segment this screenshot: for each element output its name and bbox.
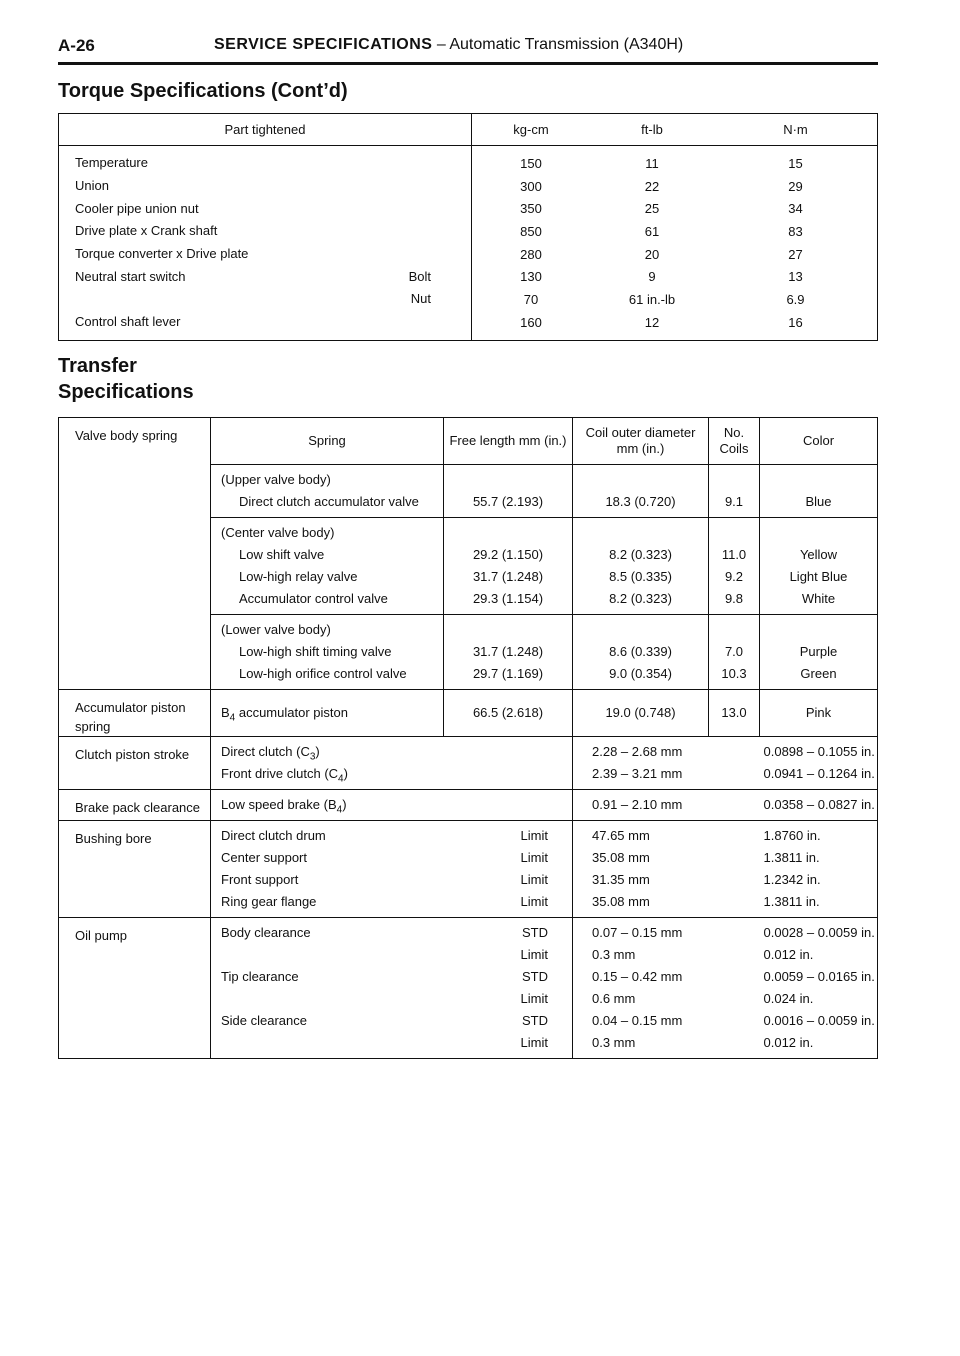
brake-pack-row xyxy=(59,790,878,821)
torque-part: Temperature xyxy=(75,155,148,171)
accumulator-coil-od: 19.0 (0.748) xyxy=(605,705,676,720)
col-part: Part tightened xyxy=(59,114,472,146)
spec-mm: 0.15 – 0.42 mm xyxy=(592,969,683,984)
accumulator-coils: 13.0 xyxy=(721,705,747,720)
spring-free-length: 29.2 (1.150) xyxy=(472,547,544,562)
torque-part-wrap xyxy=(59,246,471,262)
spacer xyxy=(444,469,572,491)
torque-part-cell xyxy=(59,220,472,243)
color-values xyxy=(760,518,878,615)
spec-label-line xyxy=(211,763,572,785)
coil-count-values xyxy=(709,465,760,518)
spec-label-line xyxy=(211,1032,572,1054)
spring-free-length: 29.7 (1.169) xyxy=(472,666,544,681)
spring-coil-od: 8.2 (0.323) xyxy=(609,547,672,562)
torque-part-cell xyxy=(59,288,472,311)
spec-mm: 2.39 – 3.21 mm xyxy=(592,766,683,781)
spring-group-heading: (Upper valve body) xyxy=(221,472,331,487)
col-ftlb: ft-lb xyxy=(590,114,714,146)
spec-inch-values xyxy=(760,790,878,821)
spec-mm: 2.28 – 2.68 mm xyxy=(592,744,683,759)
spring-color: Light Blue xyxy=(789,569,848,584)
torque-ftlb: 61 in.-lb xyxy=(628,291,676,307)
spec-label-line xyxy=(211,825,572,847)
spacer xyxy=(573,619,708,641)
spacer xyxy=(573,522,708,544)
spring-coils: 11.0 xyxy=(721,547,747,562)
spec-labels xyxy=(211,918,573,1059)
spring-group-heading: (Center valve body) xyxy=(221,525,335,540)
torque-nm: 29 xyxy=(788,178,803,194)
spec-inch: 1.8760 in. xyxy=(763,828,821,843)
torque-part-cell xyxy=(59,243,472,266)
col-coils: No. Coils xyxy=(709,418,760,465)
spec-label-line xyxy=(211,966,572,988)
spring-color: Yellow xyxy=(799,547,838,562)
spring-free-length: 31.7 (1.248) xyxy=(472,644,544,659)
torque-part: Drive plate x Crank shaft xyxy=(75,223,218,239)
torque-part-cell xyxy=(59,146,472,175)
col-nm: N·m xyxy=(714,114,878,146)
free-length-values xyxy=(444,465,573,518)
torque-part-wrap xyxy=(59,223,471,239)
torque-header-row xyxy=(59,114,878,146)
spec-label-line xyxy=(211,869,572,891)
spec-label-line xyxy=(211,741,572,763)
torque-ftlb: 11 xyxy=(645,155,659,171)
spring-names xyxy=(211,465,444,518)
spec-mm: 0.04 – 0.15 mm xyxy=(592,1013,683,1028)
torque-row xyxy=(59,146,878,175)
spacer xyxy=(444,522,572,544)
spring-coil-od: 8.5 (0.335) xyxy=(609,569,672,584)
spec-label: Direct clutch drum xyxy=(221,828,326,843)
coil-od-values xyxy=(573,518,709,615)
spring-coils: 9.8 xyxy=(724,591,744,606)
transfer-title xyxy=(58,353,194,405)
torque-row xyxy=(59,197,878,220)
spec-label-line xyxy=(211,1010,572,1032)
section-title-bold: SERVICE SPECIFICATIONS xyxy=(214,36,433,53)
torque-part-wrap xyxy=(59,155,471,171)
accumulator-row xyxy=(59,690,878,737)
spec-label-line xyxy=(211,847,572,869)
torque-part-wrap xyxy=(59,178,471,194)
torque-part-wrap xyxy=(59,291,471,307)
torque-part: Torque converter x Drive plate xyxy=(75,246,249,262)
torque-nm: 6.9 xyxy=(786,291,805,307)
spec-labels xyxy=(211,821,573,918)
col-spring: Spring xyxy=(211,418,444,465)
spec-mm: 0.3 mm xyxy=(592,947,636,962)
torque-nm: 83 xyxy=(788,223,803,239)
color-values xyxy=(760,615,878,690)
spring-free-length: 31.7 (1.248) xyxy=(472,569,544,584)
torque-row xyxy=(59,311,878,340)
torque-kgcm: 850 xyxy=(520,223,542,239)
spring-name: Low-high shift timing valve xyxy=(239,644,392,659)
spec-label: Body clearance xyxy=(221,925,311,940)
spec-condition: Limit xyxy=(520,872,548,887)
torque-ftlb: 61 xyxy=(644,223,660,239)
spacer xyxy=(709,522,759,544)
coil-count-values xyxy=(709,615,760,690)
clutch-piston-row xyxy=(59,737,878,790)
spec-label: Tip clearance xyxy=(221,969,299,984)
torque-nm: 34 xyxy=(788,201,803,217)
spec-mm: 0.6 mm xyxy=(592,991,636,1006)
spec-condition: Limit xyxy=(520,850,548,865)
spring-coils: 7.0 xyxy=(724,644,744,659)
spacer xyxy=(760,522,877,544)
accumulator-color: Pink xyxy=(805,705,832,720)
spring-name: Low-high relay valve xyxy=(239,569,358,584)
col-color: Color xyxy=(760,418,878,465)
torque-kgcm: 70 xyxy=(523,291,539,307)
spec-inch: 0.024 in. xyxy=(763,991,814,1006)
spec-label-line xyxy=(211,922,572,944)
torque-kgcm: 350 xyxy=(520,201,542,217)
spec-mm: 0.07 – 0.15 mm xyxy=(592,925,683,940)
torque-part-cell xyxy=(59,197,472,220)
spec-inch: 1.3811 in. xyxy=(763,894,820,909)
spring-name: Accumulator control valve xyxy=(239,591,388,606)
spec-mm-values xyxy=(573,821,760,918)
accumulator-label: Accumulator piston spring xyxy=(59,690,211,737)
accumulator-name: $B_4$ accumulator piston xyxy=(221,705,348,724)
spec-inch-values xyxy=(760,918,878,1059)
oil-pump-label: Oil pump xyxy=(59,918,211,1059)
torque-row xyxy=(59,175,878,198)
spec-label-line xyxy=(211,944,572,966)
bushing-bore-label: Bushing bore xyxy=(59,821,211,918)
spec-condition: Limit xyxy=(520,828,548,843)
spring-color: Blue xyxy=(805,494,832,509)
torque-part-cell xyxy=(59,175,472,198)
torque-ftlb: 12 xyxy=(644,314,660,330)
spring-coils: 10.3 xyxy=(721,666,747,681)
spec-inch: 1.2342 in. xyxy=(763,872,821,887)
spec-mm: 35.08 mm xyxy=(592,850,650,865)
spacer xyxy=(760,469,877,491)
spec-inch: 0.0059 – 0.0165 in. xyxy=(763,969,875,984)
spec-label-line xyxy=(211,988,572,1010)
spec-inch: 0.0898 – 0.1055 in. xyxy=(763,744,875,759)
col-coil-od: Coil outer diameter mm (in.) xyxy=(573,418,709,465)
spec-inch: 0.012 in. xyxy=(763,1035,814,1050)
brake-pack-label: Brake pack clearance xyxy=(59,790,211,821)
spring-header-row xyxy=(59,418,878,465)
spec-inch-values xyxy=(760,821,878,918)
torque-row xyxy=(59,220,878,243)
torque-nm: 27 xyxy=(788,246,803,262)
spec-mm-values xyxy=(573,790,760,821)
spec-label: Center support xyxy=(221,850,307,865)
torque-table xyxy=(58,113,878,341)
spec-inch: 0.012 in. xyxy=(763,947,814,962)
spec-inch: 1.3811 in. xyxy=(763,850,820,865)
transfer-title-line1: Transfer xyxy=(58,355,137,377)
spring-names xyxy=(211,518,444,615)
spec-mm: 35.08 mm xyxy=(592,894,650,909)
spec-mm: 31.35 mm xyxy=(592,872,650,887)
torque-kgcm: 300 xyxy=(520,178,542,194)
free-length-values xyxy=(444,615,573,690)
torque-kgcm: 150 xyxy=(520,155,542,171)
spacer xyxy=(444,619,572,641)
torque-nm: 15 xyxy=(788,155,803,171)
torque-kgcm: 130 xyxy=(520,269,542,285)
torque-part-sub: Nut xyxy=(410,291,431,307)
spec-condition: Limit xyxy=(520,1035,548,1050)
torque-ftlb: 20 xyxy=(644,246,660,262)
spacer xyxy=(709,469,759,491)
torque-part-cell xyxy=(59,311,472,340)
accumulator-free-length: 66.5 (2.618) xyxy=(472,705,544,720)
spec-inch: 0.0016 – 0.0059 in. xyxy=(763,1013,875,1028)
spec-label: Low speed brake $(B_4)$ xyxy=(221,797,347,816)
free-length-values xyxy=(444,518,573,615)
spring-free-length: 55.7 (2.193) xyxy=(472,494,544,509)
spec-inch: 0.0941 – 0.1264 in. xyxy=(763,766,875,781)
spec-labels xyxy=(211,737,573,790)
spec-rows xyxy=(59,737,878,1059)
spring-color: Green xyxy=(800,666,837,681)
spec-condition: Limit xyxy=(520,991,548,1006)
coil-od-values xyxy=(573,465,709,518)
spec-label: Front drive clutch $(C_4)$ xyxy=(221,766,348,785)
transfer-title-line2: Specifications xyxy=(58,381,194,403)
spec-inch: 0.0028 – 0.0059 in. xyxy=(763,925,875,940)
clutch-piston-label: Clutch piston stroke xyxy=(59,737,211,790)
spec-condition: Limit xyxy=(520,894,548,909)
torque-nm: 16 xyxy=(788,314,803,330)
torque-part-wrap xyxy=(59,201,471,217)
spec-condition: STD xyxy=(522,969,548,984)
spec-inch: 0.0358 – 0.0827 in. xyxy=(763,797,875,812)
spring-name: Low shift valve xyxy=(239,547,325,562)
col-kgcm: kg-cm xyxy=(472,114,591,146)
spec-mm-values xyxy=(573,737,760,790)
section-title-rest: – Automatic Transmission (A340H) xyxy=(432,36,684,53)
section-title xyxy=(214,36,683,54)
coil-count-values xyxy=(709,518,760,615)
spacer xyxy=(760,619,877,641)
bushing-bore-row xyxy=(59,821,878,918)
torque-part-wrap xyxy=(59,314,471,330)
torque-part: Control shaft lever xyxy=(75,314,181,330)
spring-name: Low-high orifice control valve xyxy=(239,666,407,681)
spring-coil-od: 8.2 (0.323) xyxy=(609,591,672,606)
spec-mm: 0.3 mm xyxy=(592,1035,636,1050)
torque-ftlb: 22 xyxy=(644,178,660,194)
page-header xyxy=(58,36,878,65)
spacer xyxy=(709,619,759,641)
torque-part-sub: Bolt xyxy=(408,268,431,284)
oil-pump-row xyxy=(59,918,878,1059)
torque-part: Union xyxy=(75,178,109,194)
torque-kgcm: 160 xyxy=(520,314,542,330)
torque-nm: 13 xyxy=(788,269,803,285)
torque-row xyxy=(59,265,878,288)
spec-label-line xyxy=(211,891,572,913)
spec-condition: Limit xyxy=(520,947,548,962)
torque-title: Torque Specifications (Cont’d) xyxy=(58,80,348,102)
spring-names xyxy=(211,615,444,690)
spec-mm-values xyxy=(573,918,760,1059)
color-values xyxy=(760,465,878,518)
torque-rows xyxy=(59,146,878,341)
spring-free-length: 29.3 (1.154) xyxy=(472,591,544,606)
spring-group-heading: (Lower valve body) xyxy=(221,622,331,637)
spec-label: Direct clutch $(C_3)$ xyxy=(221,744,320,763)
spec-labels xyxy=(211,790,573,821)
spring-coil-od: 9.0 (0.354) xyxy=(609,666,672,681)
spring-color: Purple xyxy=(799,644,838,659)
spring-coil-od: 8.6 (0.339) xyxy=(609,644,672,659)
page-number: A-26 xyxy=(58,36,95,55)
coil-od-values xyxy=(573,615,709,690)
col-free-length: Free length mm (in.) xyxy=(444,418,573,465)
spec-condition: STD xyxy=(522,925,548,940)
torque-ftlb: 25 xyxy=(644,201,660,217)
spec-label: Front support xyxy=(221,872,299,887)
torque-row xyxy=(59,288,878,311)
torque-part-cell xyxy=(59,265,472,288)
spec-mm: 47.65 mm xyxy=(592,828,650,843)
valve-body-spring-label: Valve body spring xyxy=(59,418,211,690)
spec-inch-values xyxy=(760,737,878,790)
torque-kgcm: 280 xyxy=(520,246,542,262)
spec-label-line xyxy=(211,794,572,816)
spring-coils: 9.1 xyxy=(724,494,744,509)
spring-coil-od: 18.3 (0.720) xyxy=(605,494,676,509)
spring-color: White xyxy=(801,591,836,606)
spec-label: Ring gear flange xyxy=(221,894,317,909)
torque-ftlb: 9 xyxy=(648,269,656,285)
spec-label: Side clearance xyxy=(221,1013,307,1028)
torque-part: Cooler pipe union nut xyxy=(75,200,199,216)
torque-part: Neutral start switch xyxy=(75,268,186,284)
torque-row xyxy=(59,243,878,266)
spec-condition: STD xyxy=(522,1013,548,1028)
transfer-table xyxy=(58,417,878,1059)
spring-name: Direct clutch accumulator valve xyxy=(239,494,419,509)
torque-part-wrap xyxy=(59,269,471,285)
spacer xyxy=(573,469,708,491)
spec-mm: 0.91 – 2.10 mm xyxy=(592,797,683,812)
spring-coils: 9.2 xyxy=(724,569,744,584)
